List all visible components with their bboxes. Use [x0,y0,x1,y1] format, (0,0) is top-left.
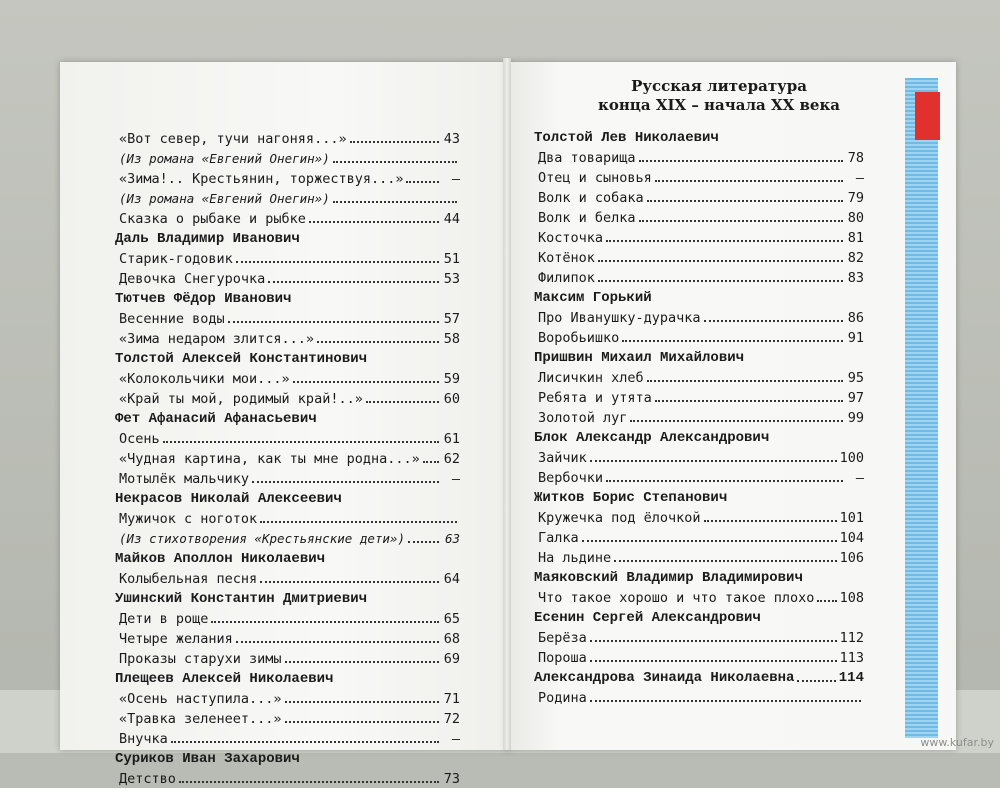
toc-entry-text: Колыбельная песня [119,571,258,587]
toc-author [115,288,460,308]
toc-entry [534,267,864,287]
toc-entry-text: «Зима недаром злится...» [119,331,315,347]
toc-entry [534,227,864,247]
toc-author [115,488,460,508]
dot-leader [606,480,843,482]
book-spine [503,58,511,750]
toc-entry-text: (Из стихотворения «Крестьянские дети») [119,531,405,546]
dot-leader [622,340,843,342]
page-number: 79 [847,190,864,206]
toc-entry [534,467,864,487]
toc-author [534,607,864,627]
toc-entry-text: Весенние воды [119,311,225,327]
dot-leader [590,700,861,702]
toc-entry [534,587,864,607]
dot-leader [647,200,843,202]
toc-entry-text: Котёнок [538,250,595,266]
toc-entry [115,328,460,348]
dot-leader [285,701,439,703]
page-number: 106 [839,550,864,566]
toc-entry-text: Фет Афанасий Афанасьевич [115,411,317,427]
toc-entry-text: Детство [119,771,176,787]
dot-leader [236,261,439,263]
dot-leader [333,161,457,163]
dot-leader [797,680,835,682]
toc-entry [534,687,864,707]
dot-leader [317,341,439,343]
toc-entry-text: Маяковский Владимир Владимирович [534,570,803,586]
toc-entry [534,647,864,667]
toc-entry [115,388,460,408]
toc-entry-text: Тютчев Фёдор Иванович [115,291,292,307]
toc-entry-text: Суриков Иван Захарович [115,751,300,767]
page-number: 60 [443,391,460,407]
page-number: 114 [838,670,864,686]
dot-leader [606,240,843,242]
page-number: — [451,471,460,487]
toc-author [534,667,864,687]
toc-entry-text: Сказка о рыбаке и рыбке [119,211,306,227]
toc-entry-text: Филипок [538,270,595,286]
section-heading-line1: Русская литература [631,77,807,95]
right-toc-list [534,127,864,707]
toc-author [534,487,864,507]
dot-leader [630,420,843,422]
toc-author [534,127,864,147]
dot-leader [406,181,439,183]
toc-author [115,548,460,568]
dot-leader [590,660,837,662]
toc-entry-text: Воробьишко [538,330,620,346]
dot-leader [582,540,837,542]
toc-entry [115,768,460,788]
toc-entry [115,168,460,188]
toc-entry-text: «Колокольчики мои...» [119,371,290,387]
toc-entry-text: Проказы старухи зимы [119,651,282,667]
toc-author [534,347,864,367]
dot-leader [211,621,439,623]
dot-leader [236,641,439,643]
dot-leader [704,520,837,522]
page-number: 80 [847,210,864,226]
toc-entry-text: «Край ты мой, родимый край!..» [119,391,363,407]
toc-entry-text: Золотой луг [538,410,628,426]
dot-leader [252,481,439,483]
page-number: 64 [443,571,460,587]
toc-entry [534,527,864,547]
toc-entry [534,547,864,567]
toc-entry-text: «Травка зеленеет...» [119,711,282,727]
toc-entry-text: (Из романа «Евгений Онегин») [119,191,330,206]
toc-entry-text: Кружечка под ёлочкой [538,510,701,526]
toc-entry-text: Некрасов Николай Алексеевич [115,491,342,507]
page-number: 86 [847,310,864,326]
page-number: 58 [443,331,460,347]
toc-entry-text: Волк и белка [538,210,636,226]
page-number: 65 [443,611,460,627]
toc-entry [115,608,460,628]
toc-entry [115,708,460,728]
dot-leader [423,461,439,463]
page-number: — [855,470,864,486]
toc-entry-text: Лисичкин хлеб [538,370,644,386]
dot-leader [590,460,837,462]
page-number: 44 [443,211,460,227]
page-number: 113 [839,650,864,666]
dot-leader [366,401,439,403]
toc-entry-text: Пришвин Михаил Михайлович [534,350,745,366]
dot-leader [350,141,439,143]
dot-leader [817,600,836,602]
toc-author [115,588,460,608]
page-number: 82 [847,250,864,266]
page-number: 68 [443,631,460,647]
page-number: 112 [839,630,864,646]
right-toc [534,77,864,707]
toc-entry-text: Даль Владимир Иванович [115,231,300,247]
toc-entry-text: Плещеев Алексей Николаевич [115,671,334,687]
dot-leader [268,281,439,283]
page-number: 99 [847,410,864,426]
page-number: 101 [839,510,864,526]
dot-leader [655,180,843,182]
toc-author [115,668,460,688]
toc-entry [115,728,460,748]
page-number: 51 [443,251,460,267]
toc-entry [115,428,460,448]
toc-entry-text: На льдине [538,550,612,566]
toc-entry-text: Осень [119,431,160,447]
page-number: 61 [443,431,460,447]
page-number: 57 [443,311,460,327]
page-number: 73 [443,771,460,787]
toc-entry-text: Толстой Алексей Константинович [115,351,368,367]
toc-author [115,748,460,768]
dot-leader [333,201,457,203]
page-number: 71 [443,691,460,707]
toc-entry [115,148,460,168]
toc-entry [534,247,864,267]
page-number: 72 [443,711,460,727]
dot-leader [163,441,439,443]
toc-author [115,408,460,428]
page-number: 95 [847,370,864,386]
toc-entry-text: Максим Горький [534,290,652,306]
toc-entry-text: Два товарища [538,150,636,166]
toc-author [534,427,864,447]
toc-entry [534,327,864,347]
toc-author [534,567,864,587]
toc-author [115,228,460,248]
toc-entry [115,308,460,328]
page-number: 104 [839,530,864,546]
dot-leader [408,541,439,543]
dot-leader [598,280,843,282]
page-number: 69 [443,651,460,667]
toc-entry-text: Родина [538,690,587,706]
toc-entry [115,528,460,548]
toc-entry-text: Что такое хорошо и что такое плохо [538,590,815,606]
toc-entry-text: Волк и собака [538,190,644,206]
toc-entry-text: Внучка [119,731,168,747]
toc-entry-text: Ушинский Константин Дмитриевич [115,591,368,607]
toc-entry [534,367,864,387]
toc-entry-text: Галка [538,530,579,546]
toc-entry-text: «Осень наступила...» [119,691,282,707]
toc-entry [534,187,864,207]
page-number: — [451,171,460,187]
watermark: www.kufar.by [920,736,994,749]
toc-entry [534,387,864,407]
dot-leader [293,381,439,383]
toc-entry-text: Майков Аполлон Николаевич [115,551,326,567]
left-toc [115,128,460,788]
toc-entry-text: Пороша [538,650,587,666]
red-bookmark [915,92,940,140]
toc-entry [115,248,460,268]
toc-entry [115,268,460,288]
section-heading-line2: конца XIX – начала XX века [597,96,840,114]
toc-entry [115,628,460,648]
toc-entry-text: Дети в роще [119,611,209,627]
cover-edge-stripe [905,78,938,738]
toc-entry-text: Косточка [538,230,604,246]
toc-entry-text: Есенин Сергей Александрович [534,610,761,626]
toc-entry [115,688,460,708]
toc-entry [534,167,864,187]
dot-leader [309,221,439,223]
page-number: 100 [839,450,864,466]
toc-entry [534,147,864,167]
dot-leader [655,400,843,402]
page-number: — [451,731,460,747]
dot-leader [639,220,843,222]
dot-leader [704,320,843,322]
toc-entry-text: Берёза [538,630,587,646]
toc-entry-text: «Вот север, тучи нагоняя...» [119,131,347,147]
toc-entry-text: Толстой Лев Николаевич [534,130,719,146]
page-number: 43 [443,131,460,147]
page-number: 62 [443,451,460,467]
page-number: 83 [847,270,864,286]
page-number: 63 [444,531,460,546]
toc-entry-text: Мужичок с ноготок [119,511,258,527]
page-number: 108 [839,590,864,606]
page-number: 81 [847,230,864,246]
page-number: 53 [443,271,460,287]
toc-entry-text: «Зима!.. Крестьянин, торжествуя...» [119,171,404,187]
dot-leader [598,260,843,262]
toc-entry-text: Блок Александр Александрович [534,430,770,446]
toc-author [534,287,864,307]
page-number: 91 [847,330,864,346]
toc-entry-text: Четыре желания [119,631,233,647]
dot-leader [639,160,843,162]
dot-leader [228,321,439,323]
toc-entry-text: Александрова Зинаида Николаевна [534,670,795,686]
toc-entry [115,208,460,228]
dot-leader [285,661,439,663]
toc-entry-text: Старик-годовик [119,251,233,267]
dot-leader [614,560,836,562]
toc-entry [534,307,864,327]
page-number: 59 [443,371,460,387]
toc-entry-text: Вербочки [538,470,604,486]
toc-entry-text: (Из романа «Евгений Онегин») [119,151,330,166]
toc-entry [115,368,460,388]
dot-leader [285,721,439,723]
toc-entry [534,207,864,227]
dot-leader [179,781,439,783]
toc-entry-text: Про Иванушку-дурачка [538,310,701,326]
toc-entry [115,128,460,148]
toc-entry [115,648,460,668]
toc-entry [115,188,460,208]
dot-leader [647,380,843,382]
toc-entry [115,448,460,468]
dot-leader [260,521,457,523]
page-number: 97 [847,390,864,406]
toc-entry [534,407,864,427]
toc-entry [534,507,864,527]
dot-leader [171,741,439,743]
toc-entry [534,627,864,647]
toc-entry-text: Мотылёк мальчику [119,471,250,487]
dot-leader [590,640,837,642]
toc-entry-text: Ребята и утята [538,390,652,406]
toc-entry-text: Отец и сыновья [538,170,652,186]
page-number: 78 [847,150,864,166]
toc-entry-text: Девочка Снегурочка [119,271,266,287]
toc-entry-text: Житков Борис Степанович [534,490,728,506]
toc-entry [115,508,460,528]
toc-entry-text: Зайчик [538,450,587,466]
toc-author [115,348,460,368]
toc-entry-text: «Чудная картина, как ты мне родна...» [119,451,420,467]
toc-entry [534,447,864,467]
page-number: — [855,170,864,186]
dot-leader [260,581,439,583]
toc-entry [115,568,460,588]
toc-entry [115,468,460,488]
